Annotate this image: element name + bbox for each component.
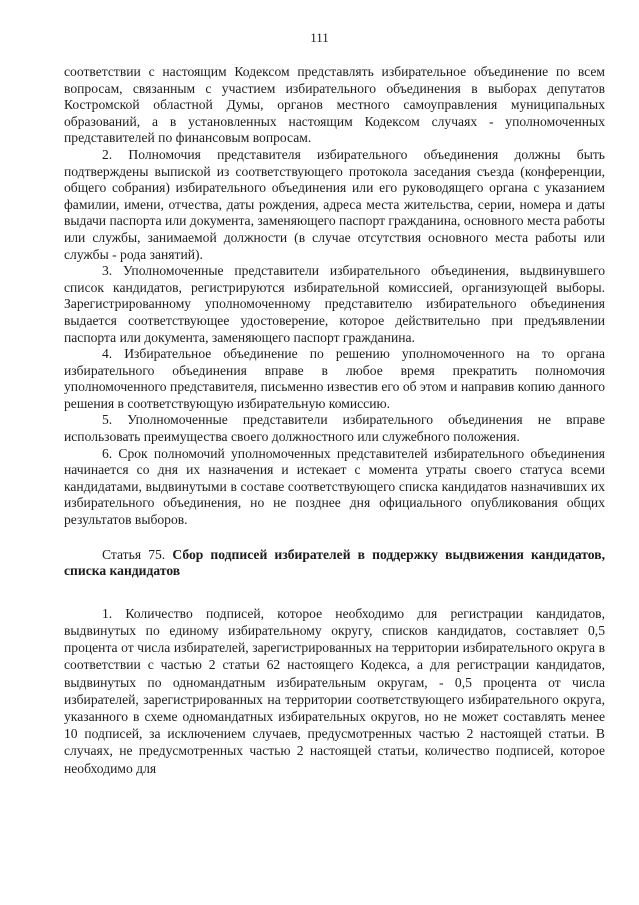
page-number: 111 — [310, 30, 329, 45]
article-heading — [64, 547, 605, 580]
document-body — [64, 64, 605, 777]
article-number: Статья 75. — [102, 546, 166, 562]
paragraph-6: 6. Срок полномочий уполномоченных представителей избирательного объединения начинается со дня их назначения и истекает с момента утраты своего статуса всеми кандидатами, выдвинутыми в составе соответствующего списка кандидатов назначивших их избирательного объединения, но не позднее дня официального опубликования общих результатов выборов. — [64, 445, 605, 528]
paragraph-2: 2. Полномочия представителя избирательного объединения должны быть подтверждены выпиской из соответствующего протокола заседания съезда (конференции, общего собрания) избирательного объединения или его руководящего органа с указанием фамилии, имени, отчества, даты рождения, адреса места жительства, серии, номера и даты выдачи паспорта или документа, заменяющего паспорт гражданина, основного места работы или службы, занимаемой должности (в случае отсутствия основного места работы или службы - рода занятий). — [64, 146, 605, 262]
article-paragraph-1: 1. Количество подписей, которое необходимо для регистрации кандидатов, выдвинутых по единому избирательному округу, списков кандидатов, составляет 0,5 процента от числа избирателей, зарегистрированных на территории избирательного округа в соответствии с частью 2 статьи 62 настоящего Кодекса, а для регистрации кандидатов, выдвинутых по одномандатным избирательным округам, - 0,5 процента от числа избирателей, зарегистрированных на территории соответствующего избирательного округа, указанного в схеме одномандатных избирательных округов, но не может составлять менее 10 подписей, за исключением случаев, предусмотренных частью 2 настоящей статьи. В случаях, не предусмотренных частью 2 настоящей статьи, количество подписей, которое необходимо для — [64, 605, 605, 776]
article-title: Сбор подписей избирателей в поддержку выдвижения кандидатов, списка кандидатов — [64, 546, 605, 579]
paragraph-4: 4. Избирательное объединение по решению уполномоченного на то органа избирательного объединения вправе в любое время прекратить полномочия уполномоченного представителя, письменно известив его об этом и направив копию данного решения в соответствующую избирательную комиссию. — [64, 346, 605, 411]
article-body — [64, 605, 605, 777]
paragraph-continuation: соответствии с настоящим Кодексом представлять избирательное объединение по всем вопросам, связанным с участием избирательного объединения в выборах депутатов Костромской областной Думы, органов местного самоуправления муниципальных образований, а в установленных настоящим Кодексом случаях - уполномоченных представителей по финансовым вопросам. — [64, 64, 605, 146]
paragraph-3: 3. Уполномоченные представители избирательного объединения, выдвинувшего список кандидатов, регистрируются избирательной комиссией, организующей выборы. Зарегистрированному уполномоченному представителю избирательного объединения выдается соответствующее удостоверение, которое действительно при предъявлении паспорта или документа, заменяющего паспорт гражданина. — [64, 263, 605, 345]
paragraph-5: 5. Уполномоченные представители избирательного объединения не вправе использовать преимущества своего должностного или служебного положения. — [64, 412, 605, 445]
